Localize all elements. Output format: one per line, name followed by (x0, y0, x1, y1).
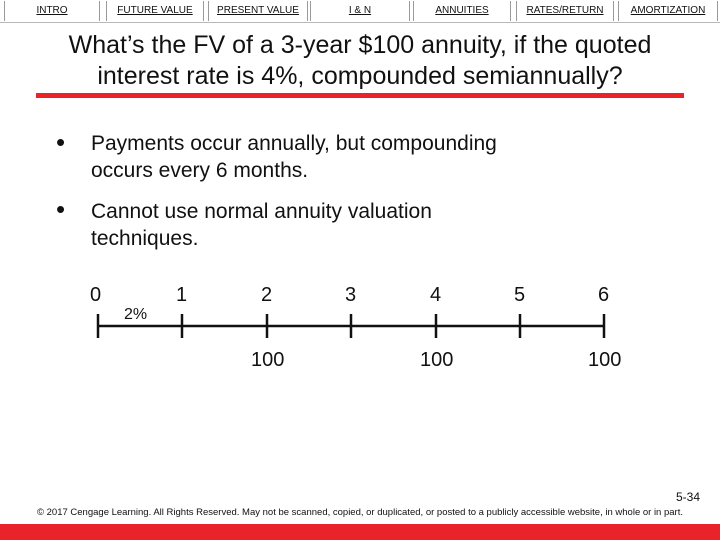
period-label-1: 1 (176, 284, 188, 306)
nav-tab-rates-return[interactable]: RATES/RETURN (516, 1, 614, 21)
period-label-2: 2 (261, 284, 273, 306)
payment-label-period-4: 100 (420, 349, 454, 371)
period-label-0: 0 (90, 284, 102, 306)
payment-label-period-6: 100 (588, 349, 622, 371)
footer-bar (0, 524, 720, 540)
bullet-2-line-2: techniques. (91, 227, 199, 250)
nav-tab-amortization[interactable]: AMORTIZATION (618, 1, 718, 21)
slide-title-line-2: interest rate is 4%, compounded semiannually? (97, 62, 623, 90)
slide-title-line-1: What’s the FV of a 3-year $100 annuity, if the quoted (68, 31, 652, 59)
period-label-5: 5 (514, 284, 526, 306)
interest-rate-label: 2% (124, 306, 148, 323)
period-label-6: 6 (598, 284, 610, 306)
bullet-1-line-2: occurs every 6 months. (91, 159, 309, 182)
nav-tab-i-and-n[interactable]: I & N (310, 1, 410, 21)
payment-label-period-2: 100 (251, 349, 285, 371)
period-label-4: 4 (430, 284, 442, 306)
nav-tab-intro[interactable]: INTRO (4, 1, 100, 21)
nav-tab-present-value[interactable]: PRESENT VALUE (208, 1, 308, 21)
bullet-icon: • (56, 194, 66, 224)
period-label-3: 3 (345, 284, 357, 306)
nav-tab-annuities[interactable]: ANNUITIES (413, 1, 511, 21)
bullet-icon: • (56, 127, 66, 157)
copyright-notice: © 2017 Cengage Learning. All Rights Reserved. May not be scanned, copied, or duplicated, or posted to a publicly accessible website, in whole or in part. (37, 507, 683, 518)
bullet-2-line-1: Cannot use normal annuity valuation (91, 200, 432, 223)
nav-tab-future-value[interactable]: FUTURE VALUE (106, 1, 204, 21)
bullet-1-line-1: Payments occur annually, but compounding (91, 132, 497, 155)
page-number: 5-34 (675, 490, 700, 504)
